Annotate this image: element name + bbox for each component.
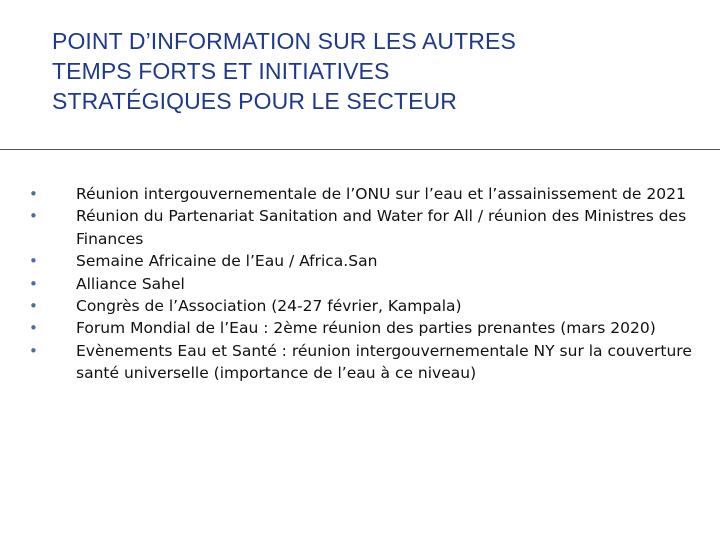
bullet-list [29,183,699,385]
list-item [29,273,699,295]
list-item [29,317,699,339]
slide-title: POINT D’INFORMATION SUR LES AUTRES TEMPS FORTS ET INITIATIVES STRATÉGIQUES POUR LE SECTEUR [52,28,516,114]
list-item-text: Evènements Eau et Santé : réunion intergouvernementale NY sur la couverture santé universelle (importance de l’eau à ce niveau) [76,341,692,383]
bullet-icon: • [29,185,38,203]
list-item-text: Semaine Africaine de l’Eau / Africa.San [76,252,378,271]
title-divider [0,149,720,150]
bullet-icon: • [29,341,38,360]
list-item-text: Réunion du Partenariat Sanitation and Water for All / réunion des Ministres des Finances [76,207,687,248]
list-item [29,205,699,250]
list-item-text: Réunion intergouvernementale de l’ONU sur l’eau et l’assainissement de 2021 [76,185,686,203]
list-item-text: Congrès de l’Association (24-27 février, Kampala) [76,297,462,316]
bullet-icon: • [29,252,38,271]
list-item [29,295,699,317]
list-item [29,340,699,385]
list-item [29,183,699,205]
bullet-icon: • [29,207,38,226]
bullet-icon: • [29,274,38,293]
list-item [29,250,699,272]
list-item-text: Forum Mondial de l’Eau : 2ème réunion des parties prenantes (mars 2020) [76,319,656,338]
bullet-icon: • [29,297,38,316]
list-item-text: Alliance Sahel [76,274,185,293]
bullet-icon: • [29,319,38,338]
